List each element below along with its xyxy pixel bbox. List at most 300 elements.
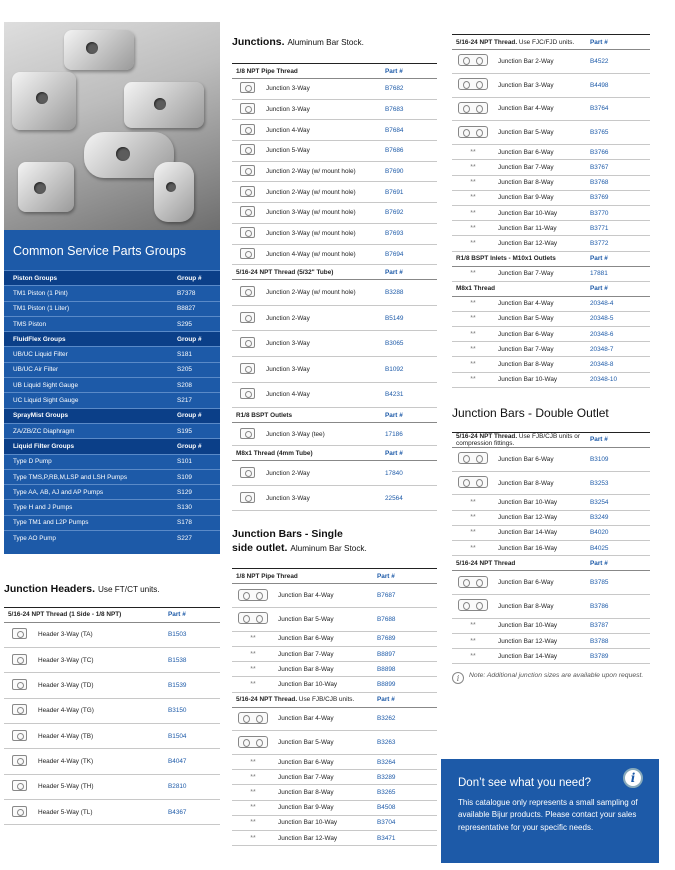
group-number: S178 <box>168 515 220 530</box>
part-name: Junction Bar 4-Way <box>274 707 373 731</box>
part-number: B3262 <box>373 707 437 731</box>
table-header-row <box>452 251 650 266</box>
part-name: Junction 2-Way <box>262 461 381 486</box>
part-name: Junction Bar 7-Way <box>274 770 373 785</box>
part-number: B3289 <box>373 770 437 785</box>
section-label <box>452 281 586 296</box>
part-number: B3787 <box>586 618 650 633</box>
group-number: S217 <box>168 393 220 408</box>
part-icon-cell <box>232 707 274 731</box>
part-name: Junction Bar 10-Way <box>494 618 586 633</box>
table-row <box>232 755 437 770</box>
table-row <box>232 461 437 486</box>
part-number: 22564 <box>381 486 437 511</box>
part-number: B7692 <box>381 203 437 224</box>
junction-bar-icon <box>238 612 268 624</box>
same-style-marker: ** <box>250 819 256 827</box>
part-icon-cell <box>232 423 262 446</box>
table-row <box>232 331 437 357</box>
group-col-label: Group # <box>168 408 220 423</box>
table-row <box>232 831 437 846</box>
table-row <box>4 799 220 824</box>
fitting-icon <box>240 227 255 238</box>
same-style-marker: ** <box>470 376 476 384</box>
part-number: B3288 <box>381 280 437 306</box>
part-icon-cell <box>4 799 34 824</box>
fitting-icon <box>240 144 255 155</box>
table-row <box>4 749 220 774</box>
help-callout <box>441 759 659 863</box>
section-label <box>232 569 373 584</box>
help-title: Don’t see what you need? <box>458 777 591 789</box>
info-badge-icon: i <box>623 768 643 788</box>
table-row <box>232 486 437 511</box>
part-icon-cell <box>4 774 34 799</box>
fitting-icon <box>240 103 255 114</box>
table-row <box>232 731 437 755</box>
double-outlet-title: Junction Bars - Double Outlet <box>452 405 609 420</box>
part-name: Header 4-Way (TK) <box>34 749 164 774</box>
table-header-row <box>232 408 437 423</box>
same-style-marker: ** <box>250 680 256 688</box>
part-number: B7684 <box>381 120 437 141</box>
part-icon-cell <box>232 280 262 306</box>
table-row <box>452 236 650 251</box>
group-row <box>4 531 220 546</box>
group-item: Type TM1 and L2P Pumps <box>4 515 168 530</box>
part-number: B4047 <box>164 749 220 774</box>
table-row <box>232 770 437 785</box>
part-number: B3772 <box>586 236 650 251</box>
table-row <box>452 121 650 145</box>
same-style-marker: ** <box>250 758 256 766</box>
part-name: Junction Bar 16-Way <box>494 540 586 555</box>
part-name: Header 3-Way (TA) <box>34 622 164 647</box>
part-name: Junction Bar 10-Way <box>494 205 586 220</box>
headers-title: Junction Headers. Use FT/CT units. <box>4 582 160 595</box>
part-icon-cell <box>232 356 262 382</box>
group-number: S195 <box>168 423 220 438</box>
table-row <box>452 447 650 471</box>
group-item: ZA/ZB/ZC Diaphragm <box>4 423 168 438</box>
group-row <box>4 393 220 408</box>
part-number: B4020 <box>586 525 650 540</box>
section-label <box>232 446 381 461</box>
part-name: Junction Bar 7-Way <box>494 266 586 281</box>
table-row <box>452 372 650 387</box>
section-label-text: M8x1 Thread <box>456 285 496 293</box>
table-row <box>452 649 650 664</box>
same-style-marker: ** <box>470 209 476 217</box>
part-number: B7687 <box>373 584 437 608</box>
part-icon-cell <box>452 447 494 471</box>
junctions-title: Junctions. Aluminum Bar Stock. <box>232 36 364 48</box>
same-style-marker: ** <box>470 652 476 660</box>
fitting-icon <box>240 337 255 348</box>
part-name: Junction Bar 12-Way <box>274 831 373 846</box>
part-name: Junction 4-Way <box>262 382 381 408</box>
table-row <box>452 510 650 525</box>
part-number: B3770 <box>586 205 650 220</box>
group-header-row <box>4 408 220 423</box>
group-header-row <box>4 271 220 286</box>
part-number: B3150 <box>164 698 220 723</box>
part-col-label: Part # <box>586 35 650 50</box>
section-label <box>232 408 381 423</box>
part-icon-cell <box>452 97 494 121</box>
table-header-row <box>232 265 437 280</box>
group-number: S130 <box>168 500 220 515</box>
part-name: Junction Bar 5-Way <box>494 311 586 326</box>
fitting-icon <box>240 186 255 197</box>
group-name: Liquid Filter Groups <box>4 439 168 454</box>
part-number: B4231 <box>381 382 437 408</box>
part-number: B3065 <box>381 331 437 357</box>
part-icon-cell <box>232 331 262 357</box>
table-row <box>452 594 650 618</box>
part-name: Junction Bar 4-Way <box>494 97 586 121</box>
part-icon-cell <box>232 755 274 770</box>
junction-bar-icon <box>238 589 268 601</box>
same-style-marker: ** <box>470 194 476 202</box>
part-number: B7688 <box>373 607 437 631</box>
group-number: B7378 <box>168 286 220 301</box>
table-row <box>452 618 650 633</box>
table-row <box>232 203 437 224</box>
fitting-icon <box>240 467 255 478</box>
section-label-text: M8x1 Thread (4mm Tube) <box>236 449 313 457</box>
part-name: Junction 3-Way (tee) <box>262 423 381 446</box>
group-row <box>4 378 220 393</box>
table-row <box>452 571 650 595</box>
part-icon-cell <box>232 607 274 631</box>
part-name: Junction 3-Way (w/ mount hole) <box>262 223 381 244</box>
junction-bar-icon <box>458 78 488 90</box>
section-note: Use FJB/CJB units or compression fittings. <box>456 432 580 447</box>
single-outlet-title: Junction Bars - Single side outlet. Aluminum Bar Stock. <box>232 528 367 555</box>
part-name: Junction 2-Way (w/ mount hole) <box>262 182 381 203</box>
table-row <box>4 724 220 749</box>
junction-bar-icon <box>238 736 268 748</box>
part-col-label: Part # <box>381 446 437 461</box>
part-icon-cell <box>232 141 262 162</box>
part-name: Junction Bar 14-Way <box>494 649 586 664</box>
part-icon-cell <box>452 50 494 74</box>
part-number: B3768 <box>586 175 650 190</box>
part-number: B3263 <box>373 731 437 755</box>
group-number: S295 <box>168 316 220 331</box>
table-row <box>232 646 437 661</box>
part-number: B4522 <box>586 50 650 74</box>
same-style-marker: ** <box>250 804 256 812</box>
group-col-label: Group # <box>168 271 220 286</box>
fitting-icon <box>240 312 255 323</box>
group-name: SprayMist Groups <box>4 408 168 423</box>
group-number: B8827 <box>168 301 220 316</box>
same-style-marker: ** <box>470 544 476 552</box>
part-icon-cell <box>452 221 494 236</box>
part-name: Junction Bar 8-Way <box>494 471 586 495</box>
part-name: Junction Bar 5-Way <box>274 607 373 631</box>
part-icon-cell <box>452 342 494 357</box>
fitting-icon <box>12 730 27 741</box>
junction-bar-icon <box>458 576 488 588</box>
part-number: B7683 <box>381 99 437 120</box>
part-col-label: Part # <box>586 556 650 571</box>
headers-section <box>4 582 220 825</box>
part-number: 17186 <box>381 423 437 446</box>
part-icon-cell <box>232 182 262 203</box>
part-icon-cell <box>452 145 494 160</box>
group-item: Type AO Pump <box>4 531 168 546</box>
part-number: B3109 <box>586 447 650 471</box>
part-name: Header 5-Way (TL) <box>34 799 164 824</box>
junction-bars-table <box>452 34 650 388</box>
part-number: B7686 <box>381 141 437 162</box>
table-row <box>4 648 220 673</box>
part-name: Junction Bar 12-Way <box>494 510 586 525</box>
part-name: Junction 3-Way <box>262 356 381 382</box>
part-number: B8898 <box>373 662 437 677</box>
info-icon: i <box>452 672 464 684</box>
part-number: B3789 <box>586 649 650 664</box>
part-number: B4025 <box>586 540 650 555</box>
part-number: B7694 <box>381 244 437 265</box>
fitting-icon <box>240 428 255 439</box>
part-icon-cell <box>452 471 494 495</box>
part-icon-cell <box>232 677 274 692</box>
same-style-marker: ** <box>470 179 476 187</box>
part-name: Junction Bar 10-Way <box>274 677 373 692</box>
fitting-icon <box>240 363 255 374</box>
section-label <box>452 432 586 447</box>
part-number: B1538 <box>164 648 220 673</box>
same-style-marker: ** <box>470 148 476 156</box>
part-name: Junction Bar 6-Way <box>274 631 373 646</box>
part-col-label: Part # <box>164 607 220 622</box>
part-number: B1092 <box>381 356 437 382</box>
part-number: B7689 <box>373 631 437 646</box>
table-row <box>232 662 437 677</box>
same-style-marker: ** <box>470 315 476 323</box>
group-name: Piston Groups <box>4 271 168 286</box>
group-number: S109 <box>168 469 220 484</box>
part-icon-cell <box>232 305 262 331</box>
junction-bar-icon <box>458 102 488 114</box>
part-icon-cell <box>452 649 494 664</box>
group-item: UB/UC Air Filter <box>4 362 168 377</box>
part-col-label: Part # <box>373 692 437 707</box>
part-col-label: Part # <box>586 281 650 296</box>
product-photo <box>4 22 220 230</box>
same-style-marker: ** <box>250 665 256 673</box>
same-style-marker: ** <box>250 834 256 842</box>
part-number: B8899 <box>373 677 437 692</box>
part-icon-cell <box>232 79 262 100</box>
part-name: Header 3-Way (TC) <box>34 648 164 673</box>
part-icon-cell <box>452 633 494 648</box>
part-icon-cell <box>232 486 262 511</box>
fitting-icon <box>240 165 255 176</box>
double-outlet-table <box>452 432 650 665</box>
part-name: Junction 2-Way <box>262 305 381 331</box>
part-col-label: Part # <box>381 265 437 280</box>
part-icon-cell <box>452 594 494 618</box>
part-name: Header 3-Way (TD) <box>34 673 164 698</box>
table-header-row <box>452 35 650 50</box>
same-style-marker: ** <box>470 163 476 171</box>
part-col-label: Part # <box>586 251 650 266</box>
part-number: B5149 <box>381 305 437 331</box>
table-row <box>232 79 437 100</box>
section-label-text: R1/8 BSPT Inlets - M10x1 Outlets <box>456 255 556 262</box>
part-name: Junction Bar 6-Way <box>494 571 586 595</box>
part-name: Junction 5-Way <box>262 141 381 162</box>
table-row <box>232 423 437 446</box>
part-number: B7682 <box>381 79 437 100</box>
part-number: B3249 <box>586 510 650 525</box>
part-icon-cell <box>452 266 494 281</box>
part-name: Junction 2-Way (w/ mount hole) <box>262 161 381 182</box>
part-icon-cell <box>452 175 494 190</box>
table-header-row <box>232 64 437 79</box>
part-number: B2810 <box>164 774 220 799</box>
part-number: B7691 <box>381 182 437 203</box>
part-number: 20348-6 <box>586 327 650 342</box>
part-number: B3471 <box>373 831 437 846</box>
part-col-label: Part # <box>381 408 437 423</box>
table-row <box>452 633 650 648</box>
part-name: Junction Bar 6-Way <box>494 145 586 160</box>
part-number: B4508 <box>373 800 437 815</box>
part-number: B4367 <box>164 799 220 824</box>
table-row <box>452 540 650 555</box>
part-icon-cell <box>452 296 494 311</box>
part-name: Header 5-Way (TH) <box>34 774 164 799</box>
part-icon-cell <box>452 618 494 633</box>
table-row <box>452 266 650 281</box>
part-name: Junction Bar 6-Way <box>494 447 586 471</box>
part-name: Junction Bar 5-Way <box>494 121 586 145</box>
section-label-text: 5/16-24 NPT Thread <box>456 559 516 567</box>
part-icon-cell <box>232 161 262 182</box>
table-row <box>232 99 437 120</box>
part-number: B3253 <box>586 471 650 495</box>
section-note: Use FJC/FJD units. <box>517 38 575 46</box>
fitting-icon <box>240 124 255 135</box>
part-col-label: Part # <box>586 432 650 447</box>
group-item: TM1 Piston (1 Pint) <box>4 286 168 301</box>
group-name: FluidFlex Groups <box>4 332 168 347</box>
part-icon-cell <box>232 631 274 646</box>
group-number: S129 <box>168 485 220 500</box>
junction-bar-icon <box>238 712 268 724</box>
part-number: B3264 <box>373 755 437 770</box>
part-icon-cell <box>452 236 494 251</box>
same-style-marker: ** <box>470 224 476 232</box>
part-name: Junction Bar 11-Way <box>494 221 586 236</box>
part-name: Header 4-Way (TG) <box>34 698 164 723</box>
table-row <box>452 525 650 540</box>
section-label-text: 1/8 NPT Pipe Thread <box>236 67 298 75</box>
part-name: Junction Bar 7-Way <box>494 160 586 175</box>
table-row <box>452 342 650 357</box>
part-icon-cell <box>4 673 34 698</box>
table-row <box>4 673 220 698</box>
part-icon-cell <box>452 190 494 205</box>
section-label-text: 1/8 NPT Pipe Thread <box>236 572 298 580</box>
part-name: Junction Bar 8-Way <box>494 357 586 372</box>
common-groups-panel <box>4 230 220 554</box>
part-icon-cell <box>232 461 262 486</box>
part-name: Junction Bar 2-Way <box>494 50 586 74</box>
part-number: 20348-8 <box>586 357 650 372</box>
group-row <box>4 469 220 484</box>
part-number: B3769 <box>586 190 650 205</box>
part-name: Junction Bar 10-Way <box>494 372 586 387</box>
part-name: Junction Bar 8-Way <box>274 662 373 677</box>
same-style-marker: ** <box>250 773 256 781</box>
junction-bar-icon <box>458 599 488 611</box>
common-groups-table <box>4 270 220 546</box>
part-name: Junction Bar 8-Way <box>494 594 586 618</box>
part-number: B3785 <box>586 571 650 595</box>
group-row <box>4 316 220 331</box>
group-row <box>4 515 220 530</box>
table-row <box>232 161 437 182</box>
group-row <box>4 454 220 469</box>
table-row <box>232 707 437 731</box>
fitting-icon <box>12 679 27 690</box>
group-header-row <box>4 332 220 347</box>
same-style-marker: ** <box>470 637 476 645</box>
part-number: B1503 <box>164 622 220 647</box>
part-icon-cell <box>232 800 274 815</box>
table-row <box>4 774 220 799</box>
table-row <box>232 584 437 608</box>
group-row <box>4 423 220 438</box>
table-row <box>4 622 220 647</box>
table-row <box>232 120 437 141</box>
table-row <box>452 175 650 190</box>
group-item: UC Liquid Sight Gauge <box>4 393 168 408</box>
table-row <box>4 698 220 723</box>
part-name: Junction Bar 4-Way <box>494 296 586 311</box>
part-col-label: Part # <box>373 569 437 584</box>
part-number: B3254 <box>586 495 650 510</box>
same-style-marker: ** <box>250 789 256 797</box>
group-number: S101 <box>168 454 220 469</box>
part-icon-cell <box>452 525 494 540</box>
part-name: Junction Bar 9-Way <box>494 190 586 205</box>
part-name: Junction Bar 7-Way <box>494 342 586 357</box>
table-header-row <box>232 446 437 461</box>
part-icon-cell <box>232 120 262 141</box>
section-label-text: 5/16-24 NPT Thread (1 Side - 1/8 NPT) <box>8 611 122 619</box>
same-style-marker: ** <box>250 635 256 643</box>
part-icon-cell <box>4 724 34 749</box>
group-row <box>4 500 220 515</box>
part-icon-cell <box>232 203 262 224</box>
part-number: B7690 <box>381 161 437 182</box>
table-row <box>452 357 650 372</box>
fitting-icon <box>12 755 27 766</box>
table-row <box>452 205 650 220</box>
section-label-text: 5/16-24 NPT Thread (5/32" Tube) <box>236 268 334 276</box>
group-item: Type AA, AB, AJ and AP Pumps <box>4 485 168 500</box>
part-icon-cell <box>232 244 262 265</box>
table-row <box>452 495 650 510</box>
